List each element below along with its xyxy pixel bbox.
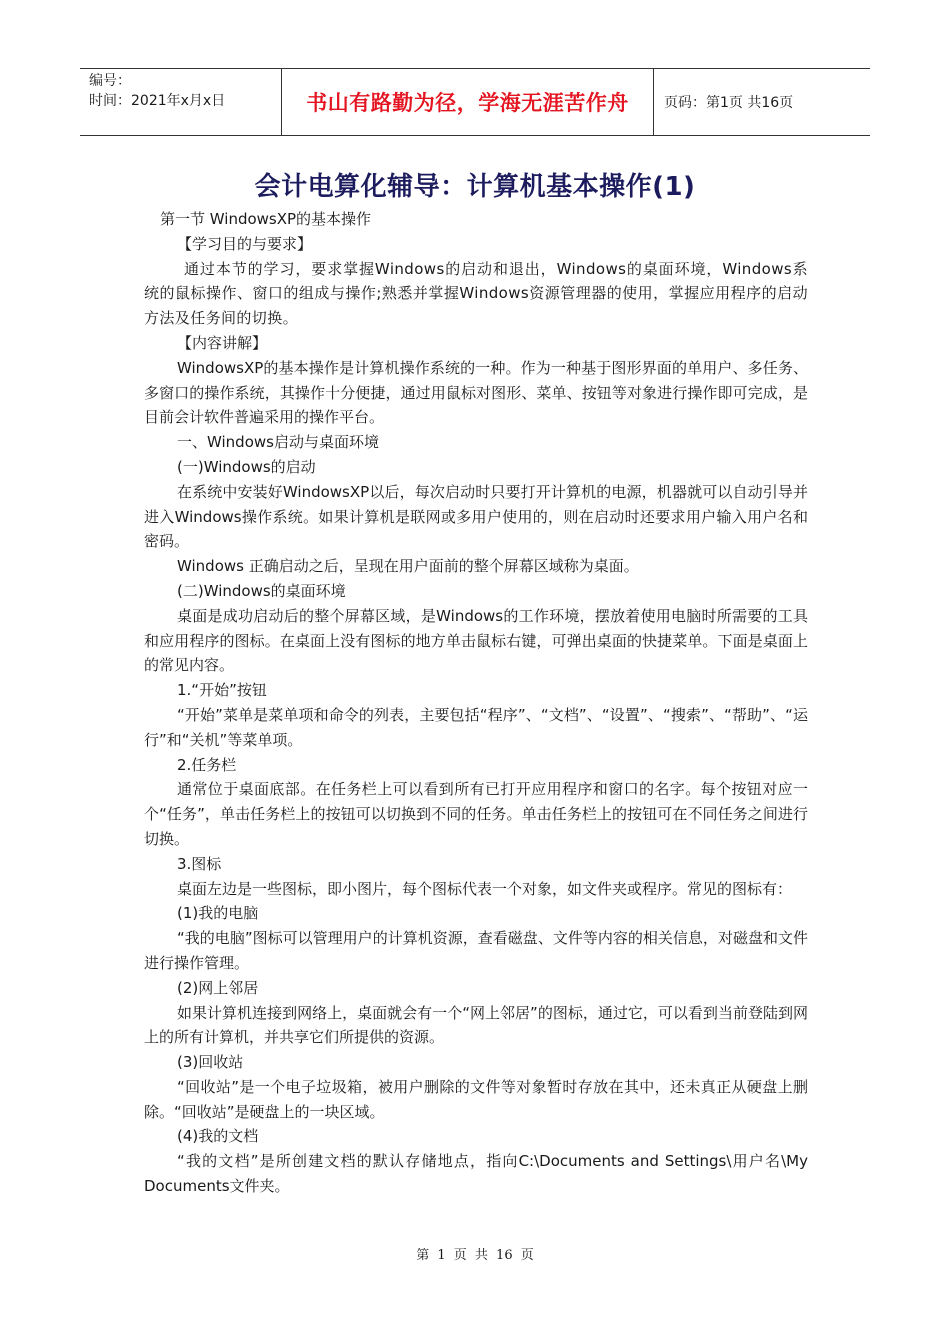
- page-info: 页码：第1页 共16页: [664, 95, 794, 111]
- paragraph: “我的文档”是所创建文档的默认存储地点，指向C:\Documents and Settings\用户名\My Documents文件夹。: [144, 1152, 808, 1196]
- paragraph: 在系统中安装好WindowsXP以后，每次启动时只要打开计算机的电源，机器就可以自动引导并进入Windows操作系统。如果计算机是联网或多用户使用的，则在启动时还要求用户输入用户名和密码。: [144, 482, 808, 551]
- header-meta-cell: [80, 69, 282, 135]
- list-heading: 3.图标: [177, 854, 222, 873]
- subheading-goals: 【学习目的与要求】: [177, 234, 313, 253]
- list-subheading: (4)我的文档: [177, 1127, 259, 1146]
- number-label: 编号：: [89, 73, 131, 89]
- subheading: (一)Windows的启动: [177, 457, 316, 476]
- paragraph: 通过本节的学习，要求掌握Windows的启动和退出，Windows的桌面环境，Windows系统的鼠标操作、窗口的组成与操作;熟悉并掌握Windows资源管理器的使用，掌握应用程序的启动方法及任务间的切换。: [144, 259, 808, 328]
- subheading: (二)Windows的桌面环境: [177, 581, 346, 600]
- list-heading: 2.任务栏: [177, 755, 237, 774]
- document-body: [144, 207, 808, 1199]
- paragraph: Windows 正确启动之后，呈现在用户面前的整个屏幕区域称为桌面。: [177, 557, 639, 576]
- page-footer: 第 1 页 共 16 页: [416, 1248, 534, 1263]
- document-title: 会计电算化辅导：计算机基本操作(1): [254, 172, 696, 202]
- paragraph: 通常位于桌面底部。在任务栏上可以看到所有已打开应用程序和窗口的名字。每个按钮对应一个“任务”，单击任务栏上的按钮可以切换到不同的任务。单击任务栏上的按钮可在不同任务之间进行切换。: [144, 780, 808, 848]
- list-subheading: (1)我的电脑: [177, 904, 259, 923]
- paragraph: “我的电脑”图标可以管理用户的计算机资源，查看磁盘、文件等内容的相关信息，对磁盘和文件进行操作管理。: [144, 929, 808, 972]
- paragraph: WindowsXP的基本操作是计算机操作系统的一种。作为一种基于图形界面的单用户、多任务、多窗口的操作系统，其操作十分便捷，通过用鼠标对图形、菜单、按钮等对象进行操作即可完成，是目前会计软件普遍采用的操作平台。: [144, 358, 808, 427]
- time-label: 时间：2021年x月x日: [89, 93, 226, 109]
- list-heading: 1.“开始”按钮: [177, 681, 267, 700]
- paragraph: “开始”菜单是菜单项和命令的列表，主要包括“程序”、“文档”、“设置”、“搜索”、“帮助”、“运行”和“关机”等菜单项。: [144, 705, 808, 749]
- subheading-content: 【内容讲解】: [177, 333, 268, 352]
- header-motto-cell: [282, 69, 654, 135]
- document-header: [80, 68, 870, 136]
- paragraph: “回收站”是一个电子垃圾箱，被用户删除的文件等对象暂时存放在其中，还未真正从硬盘上删除。“回收站”是硬盘上的一块区域。: [144, 1077, 808, 1121]
- list-subheading: (3)回收站: [177, 1053, 244, 1072]
- motto-text: 书山有路勤为径，学海无涯苦作舟: [306, 90, 629, 115]
- section-heading: 第一节 WindowsXP的基本操作: [160, 210, 372, 228]
- header-page-cell: [654, 69, 870, 135]
- paragraph: 桌面是成功启动后的整个屏幕区域，是Windows的工作环境，摆放着使用电脑时所需要的工具和应用程序的图标。在桌面上没有图标的地方单击鼠标右键，可弹出桌面的快捷菜单。下面是桌面上的常见内容。: [144, 606, 808, 675]
- paragraph: 桌面左边是一些图标，即小图片，每个图标代表一个对象，如文件夹或程序。常见的图标有：: [177, 879, 793, 898]
- heading-windows-start: 一、Windows启动与桌面环境: [177, 433, 379, 452]
- paragraph: 如果计算机连接到网络上，桌面就会有一个“网上邻居”的图标，通过它，可以看到当前登陆到网上的所有计算机，并共享它们所提供的资源。: [144, 1003, 808, 1047]
- list-subheading: (2)网上邻居: [177, 978, 259, 997]
